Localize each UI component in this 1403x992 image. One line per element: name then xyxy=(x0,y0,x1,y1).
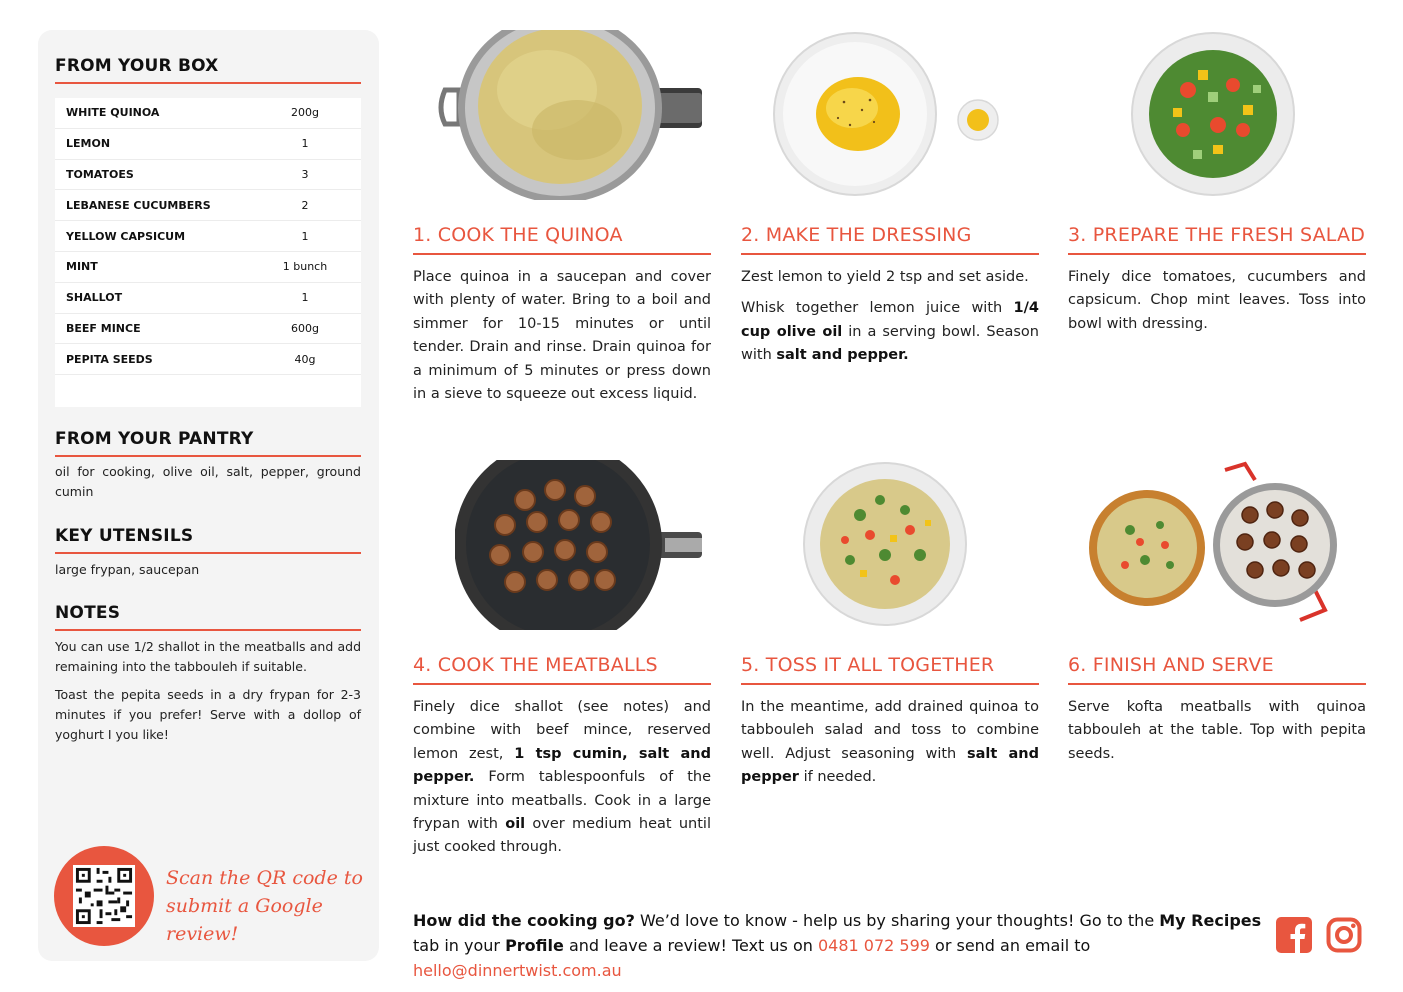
step-3-body xyxy=(1068,266,1366,344)
table-row xyxy=(55,190,361,221)
note-1: You can use 1/2 shallot in the meatballs and add remaining into the tabbouleh if suitable. xyxy=(55,639,361,674)
heading-divider xyxy=(55,552,361,554)
ingredient-quantity: 200g xyxy=(291,106,319,120)
bold-text: 1 tsp cumin, salt and pepper. xyxy=(413,745,711,786)
body-text: Serve kofta meatballs with quinoa tabbouleh at the table. Top with pepita seeds. xyxy=(1068,699,1366,762)
phone-link[interactable]: 0481 072 599 xyxy=(817,936,930,955)
bold-text: salt and pepper. xyxy=(776,347,909,364)
ingredient-quantity: 600g xyxy=(291,321,319,335)
facebook-icon[interactable] xyxy=(1276,917,1312,953)
qr-badge[interactable] xyxy=(54,846,154,946)
body-text: Finely dice tomatoes, cucumbers and capsicum. Chop mint leaves. Toss into bowl with dressing. xyxy=(1068,269,1366,332)
body-text: Place quinoa in a saucepan and cover with plenty of water. Bring to a boil and simmer for 10-15 minutes or until tender. Drain and rinse. Drain quinoa for a minimum of 5 minutes or press down in a sieve to squeeze out excess liquid. xyxy=(413,269,711,403)
ingredient-name: BEEF MINCE xyxy=(66,321,141,335)
my-recipes-link[interactable]: My Recipes xyxy=(1159,911,1262,930)
profile-link[interactable]: Profile xyxy=(505,936,564,955)
key-utensils-heading: KEY UTENSILS xyxy=(55,526,194,546)
quinoa-pot-photo xyxy=(437,30,702,200)
step-6-title: 6. FINISH AND SERVE xyxy=(1068,654,1274,676)
tabbouleh-bowl-photo xyxy=(800,460,970,630)
email-link[interactable]: hello@dinnertwist.com.au xyxy=(413,961,622,980)
meatballs-frypan-photo xyxy=(455,460,702,630)
step-4-title: 4. COOK THE MEATBALLS xyxy=(413,654,658,676)
ingredient-name: MINT xyxy=(66,260,98,274)
step-divider xyxy=(741,683,1039,685)
notes-heading: NOTES xyxy=(55,603,121,623)
body-text: Whisk together lemon juice with xyxy=(741,300,1014,317)
heading-divider xyxy=(55,82,361,84)
body-text: Finely dice shallot (see notes) and combine with beef mince, reserved lemon zest, xyxy=(413,699,711,762)
step-paragraph xyxy=(741,297,1039,367)
step-6-body xyxy=(1068,696,1366,774)
step-divider xyxy=(1068,253,1366,255)
table-row xyxy=(55,344,361,375)
qr-code-icon xyxy=(73,865,135,927)
ingredient-quantity: 1 xyxy=(301,137,309,151)
table-row xyxy=(55,160,361,191)
from-your-pantry-heading: FROM YOUR PANTRY xyxy=(55,429,254,449)
step-5-title: 5. TOSS IT ALL TOGETHER xyxy=(741,654,995,676)
bold-text: 1/4 cup olive oil xyxy=(741,300,1039,340)
table-row xyxy=(55,283,361,314)
bold-text: salt and pepper xyxy=(741,745,1039,786)
ingredient-name: LEMON xyxy=(66,137,111,151)
table-row xyxy=(55,314,361,345)
step-paragraph xyxy=(741,266,1039,289)
heading-divider xyxy=(55,455,361,457)
ingredient-name: YELLOW CAPSICUM xyxy=(66,229,186,243)
ingredient-name: TOMATOES xyxy=(66,167,134,181)
step-2-title: 2. MAKE THE DRESSING xyxy=(741,224,972,246)
footer-text: tab in your xyxy=(413,936,506,955)
step-divider xyxy=(413,253,711,255)
step-2-body xyxy=(741,266,1039,376)
step-3-title: 3. PREPARE THE FRESH SALAD xyxy=(1068,224,1366,246)
qr-caption-line1: Scan the QR code to xyxy=(166,867,363,889)
ingredients-table xyxy=(55,98,361,407)
table-row xyxy=(55,221,361,252)
instagram-icon[interactable] xyxy=(1326,917,1362,953)
finished-dish-photo xyxy=(1085,460,1345,630)
step-paragraph xyxy=(413,696,711,860)
step-divider xyxy=(413,683,711,685)
ingredient-name: PEPITA SEEDS xyxy=(66,352,153,366)
bold-text: oil xyxy=(505,816,526,833)
step-5-body xyxy=(741,696,1039,798)
step-paragraph xyxy=(413,266,711,406)
table-row xyxy=(55,98,361,129)
table-row xyxy=(55,129,361,160)
note-2: Toast the pepita seeds in a dry frypan for 2-3 minutes if you prefer! Serve with a dollop of yoghurt I you like! xyxy=(55,687,361,742)
step-1-body xyxy=(413,266,711,414)
body-text: if needed. xyxy=(798,769,877,786)
ingredient-quantity: 1 bunch xyxy=(282,260,328,274)
step-divider xyxy=(741,253,1039,255)
pantry-text: oil for cooking, olive oil, salt, pepper, ground cumin xyxy=(55,464,361,499)
ingredient-quantity: 3 xyxy=(301,167,309,181)
step-divider xyxy=(1068,683,1366,685)
ingredient-quantity: 40g xyxy=(294,352,316,366)
step-paragraph xyxy=(1068,696,1366,766)
heading-divider xyxy=(55,629,361,631)
ingredient-name: WHITE QUINOA xyxy=(66,106,160,120)
table-row xyxy=(55,252,361,283)
body-text: In the meantime, add drained quinoa to tabbouleh salad and toss to combine well. Adjust seasoning with xyxy=(741,699,1039,762)
ingredient-quantity: 1 xyxy=(301,229,309,243)
ingredient-quantity: 2 xyxy=(301,198,309,212)
ingredient-quantity: 1 xyxy=(301,291,309,305)
ingredient-name: SHALLOT xyxy=(66,291,123,305)
from-your-box-heading: FROM YOUR BOX xyxy=(55,56,219,76)
footer-text: and leave a review! Text us on xyxy=(563,936,818,955)
step-4-body xyxy=(413,696,711,868)
qr-caption xyxy=(166,864,366,948)
sidebar xyxy=(38,30,379,961)
review-footer xyxy=(413,908,1263,983)
footer-text: We’d love to know - help us by sharing your thoughts! Go to the xyxy=(634,911,1160,930)
step-paragraph xyxy=(1068,266,1366,336)
qr-caption-line2: submit a Google review! xyxy=(166,895,323,945)
footer-question: How did the cooking go? xyxy=(413,911,635,930)
step-1-title: 1. COOK THE QUINOA xyxy=(413,224,623,246)
body-text: in a serving bowl. Season with xyxy=(741,323,1039,364)
body-text: Zest lemon to yield 2 tsp and set aside. xyxy=(741,269,1029,285)
utensils-text: large frypan, saucepan xyxy=(55,562,200,577)
dressing-bowl-photo xyxy=(770,30,1005,200)
step-paragraph xyxy=(741,696,1039,790)
body-text: Form tablespoonfuls of the mixture into meatballs. Cook in a large frypan with xyxy=(413,769,711,833)
fresh-salad-photo xyxy=(1128,30,1298,200)
body-text: over medium heat until just cooked through. xyxy=(413,816,711,856)
footer-text: or send an email to xyxy=(929,936,1091,955)
ingredient-name: LEBANESE CUCUMBERS xyxy=(66,198,211,212)
